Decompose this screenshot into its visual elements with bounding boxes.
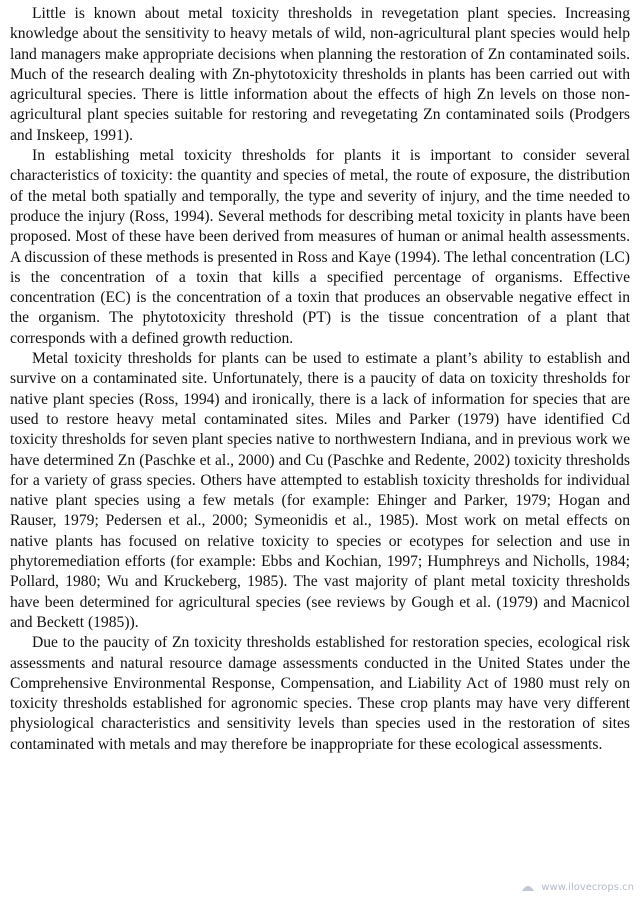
watermark (521, 881, 634, 894)
paragraph-2: In establishing metal toxicity thresholds for plants it is important to consider several characteristics of toxicity: the quantity and species of metal, the route of exposure, the distribution of the metal both spatially and temporally, the type and severity of injury, and the time needed to produce the injury (Ross, 1994). Several methods for describing metal toxicity in plants have been proposed. Most of these have been derived from measures of human or animal health assessments. A discussion of these methods is presented in Ross and Kaye (1994). The lethal concentration (LC) is the concentration of a toxin that kills a specified percentage of organisms. Effective concentration (EC) is the concentration of a toxin that produces an observable negative effect in the organism. The phytotoxicity threshold (PT) is the tissue concentration of a plant that corresponds with a defined growth reduction. (10, 147, 630, 347)
document-page (10, 4, 630, 755)
watermark-text: www.ilovecrops.cn (541, 882, 634, 893)
watermark-logo-icon (521, 881, 535, 893)
paragraph-3: Metal toxicity thresholds for plants can be used to estimate a plant’s ability to establish and survive on a contaminated site. Unfortunately, there is a paucity of data on toxicity thresholds for native plant species (Ross, 1994) and ironically, there is a lack of information for species that are used to restore heavy metal contaminated sites. Miles and Parker (1979) have identified Cd toxicity thresholds for seven plant species native to northwestern Indiana, and in previous work we have determined Zn (Paschke et al., 2000) and Cu (Paschke and Redente, 2002) toxicity thresholds for a variety of grass species. Others have attempted to establish toxicity thresholds for individual native plant species using a few metals (for example: Ehinger and Parker, 1979; Hogan and Rauser, 1979; Pedersen et al., 2000; Symeonidis et al., 1985). Most work on metal effects on native plants has focused on relative toxicity to species or ecotypes for selection and use in phytoremediation efforts (for example: Ebbs and Kochian, 1997; Humphreys and Nicholls, 1984; Pollard, 1980; Wu and Kruckeberg, 1985). The vast majority of plant metal toxicity thresholds have been determined for agricultural species (see reviews by Gough et al. (1979) and Macnicol and Beckett (1985)). (10, 350, 630, 631)
paragraph-4: Due to the paucity of Zn toxicity thresholds established for restoration species, ecological risk assessments and natural resource damage assessments conducted in the United States under the Comprehensive Environmental Response, Compensation, and Liability Act of 1980 must rely on toxicity thresholds established for agronomic species. These crop plants may have very different physiological characteristics and sensitivity levels than species used in the restoration of sites contaminated with metals and may therefore be inappropriate for these ecological assessments. (10, 634, 630, 753)
paragraph-1: Little is known about metal toxicity thresholds in revegetation plant species. Increasing knowledge about the sensitivity to heavy metals of wild, non-agricultural plant species would help land managers make appropriate decisions when planning the restoration of Zn contaminated soils. Much of the research dealing with Zn-phytotoxicity thresholds in plants has been carried out with agricultural species. There is little information about the effects of high Zn levels on those non-agricultural plant species suitable for restoring and revegetating Zn contaminated soils (Prodgers and Inskeep, 1991). (10, 5, 630, 144)
